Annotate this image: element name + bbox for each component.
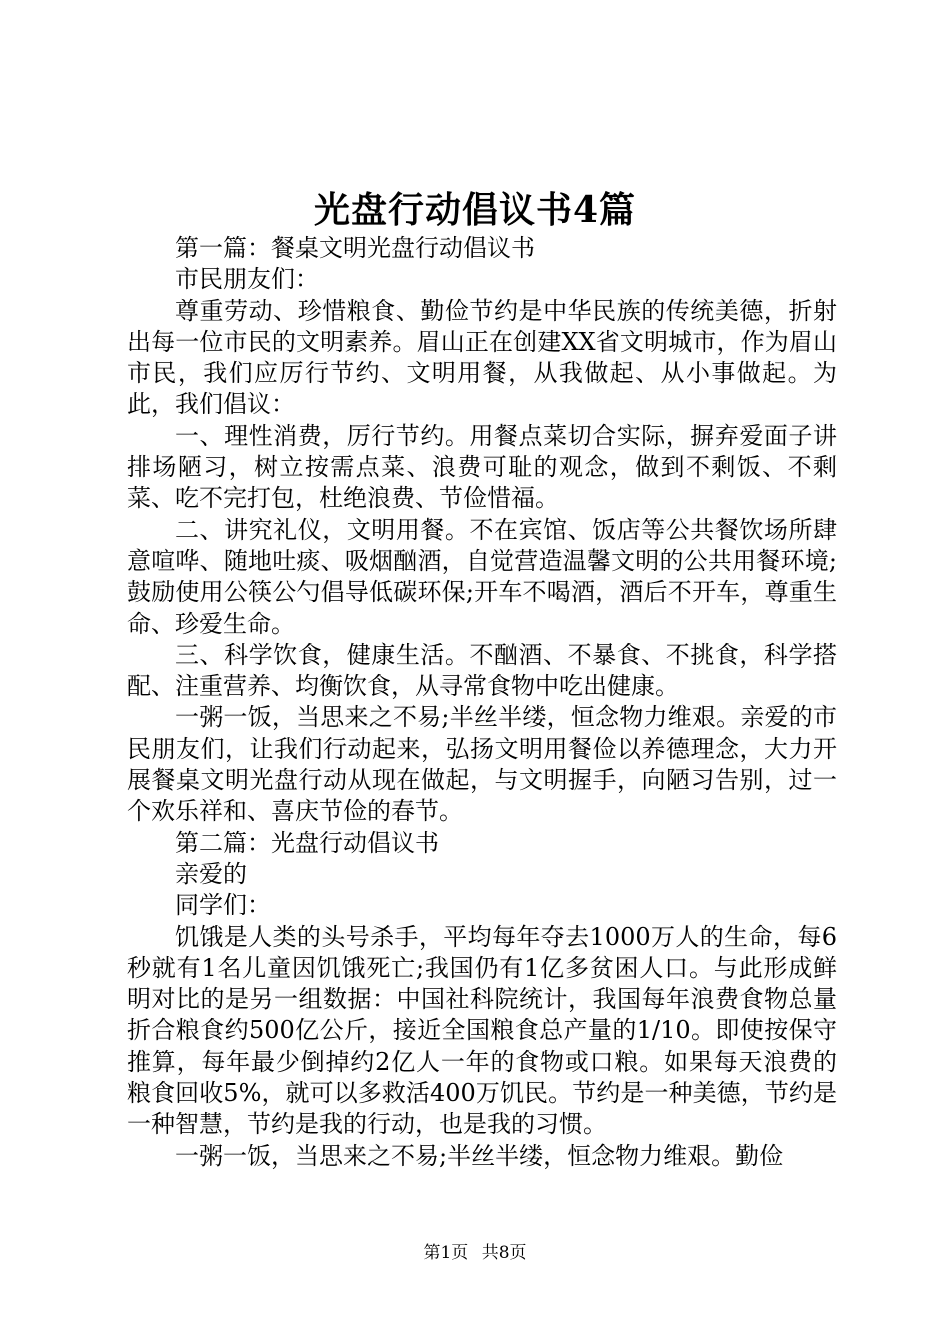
salutation: 市民朋友们： [175,265,319,294]
section-heading: 第二篇：光盘行动倡议书 [175,828,439,857]
paragraph: 三、科学饮食，健康生活。不酗酒、不暴食、不挑食，科学搭配、注重营养、均衡饮食，从寻常食物中吃出健康。 [127,640,837,701]
paragraph: 尊重劳动、珍惜粮食、勤俭节约是中华民族的传统美德，折射出每一位市民的文明素养。眉山正在创建XX省文明城市，作为眉山市民，我们应厉行节约、文明用餐，从我做起、从小事做起。为此，我们倡议： [127,296,837,419]
paragraph: 一、理性消费，厉行节约。用餐点菜切合实际，摒弃爱面子讲排场陋习，树立按需点菜、浪费可耻的观念，做到不剩饭、不剩菜、吃不完打包，杜绝浪费、节俭惜福。 [127,421,837,513]
salutation: 同学们： [175,891,271,920]
salutation: 亲爱的 [175,859,247,888]
paragraph: 二、讲究礼仪，文明用餐。不在宾馆、饭店等公共餐饮场所肆意喧哗、随地吐痰、吸烟酗酒，自觉营造温馨文明的公共用餐环境;鼓励使用公筷公勺倡导低碳环保;开车不喝酒，酒后不开车，尊重生命、珍爱生命。 [127,515,837,638]
page-footer [0,1241,950,1265]
document-body [127,233,837,1172]
page-number: 第1页 [423,1243,469,1263]
paragraph: 一粥一饭，当思来之不易;半丝半缕，恒念物力维艰。亲爱的市民朋友们，让我们行动起来，弘扬文明用餐俭以养德理念，大力开展餐桌文明光盘行动从现在做起，与文明握手，向陋习告别，过一个欢乐祥和、喜庆节俭的春节。 [127,703,837,826]
paragraph: 饥饿是人类的头号杀手，平均每年夺去1000万人的生命，每6秒就有1名儿童因饥饿死亡;我国仍有1亿多贫困人口。与此形成鲜明对比的是另一组数据：中国社科院统计，我国每年浪费食物总量折合粮食约500亿公斤，接近全国粮食总产量的1/10。即使按保守推算，每年最少倒掉约2亿人一年的食物或口粮。如果每天浪费的粮食回收5%，就可以多救活400万饥民。节约是一种美德，节约是一种智慧，节约是我的行动，也是我的习惯。 [127,922,837,1139]
paragraph: 一粥一饭，当思来之不易;半丝半缕，恒念物力维艰。勤俭 [175,1141,784,1170]
document-title: 光盘行动倡议书4篇 [313,189,637,231]
page-total: 共8页 [481,1243,527,1263]
section-heading: 第一篇：餐桌文明光盘行动倡议书 [175,234,535,262]
